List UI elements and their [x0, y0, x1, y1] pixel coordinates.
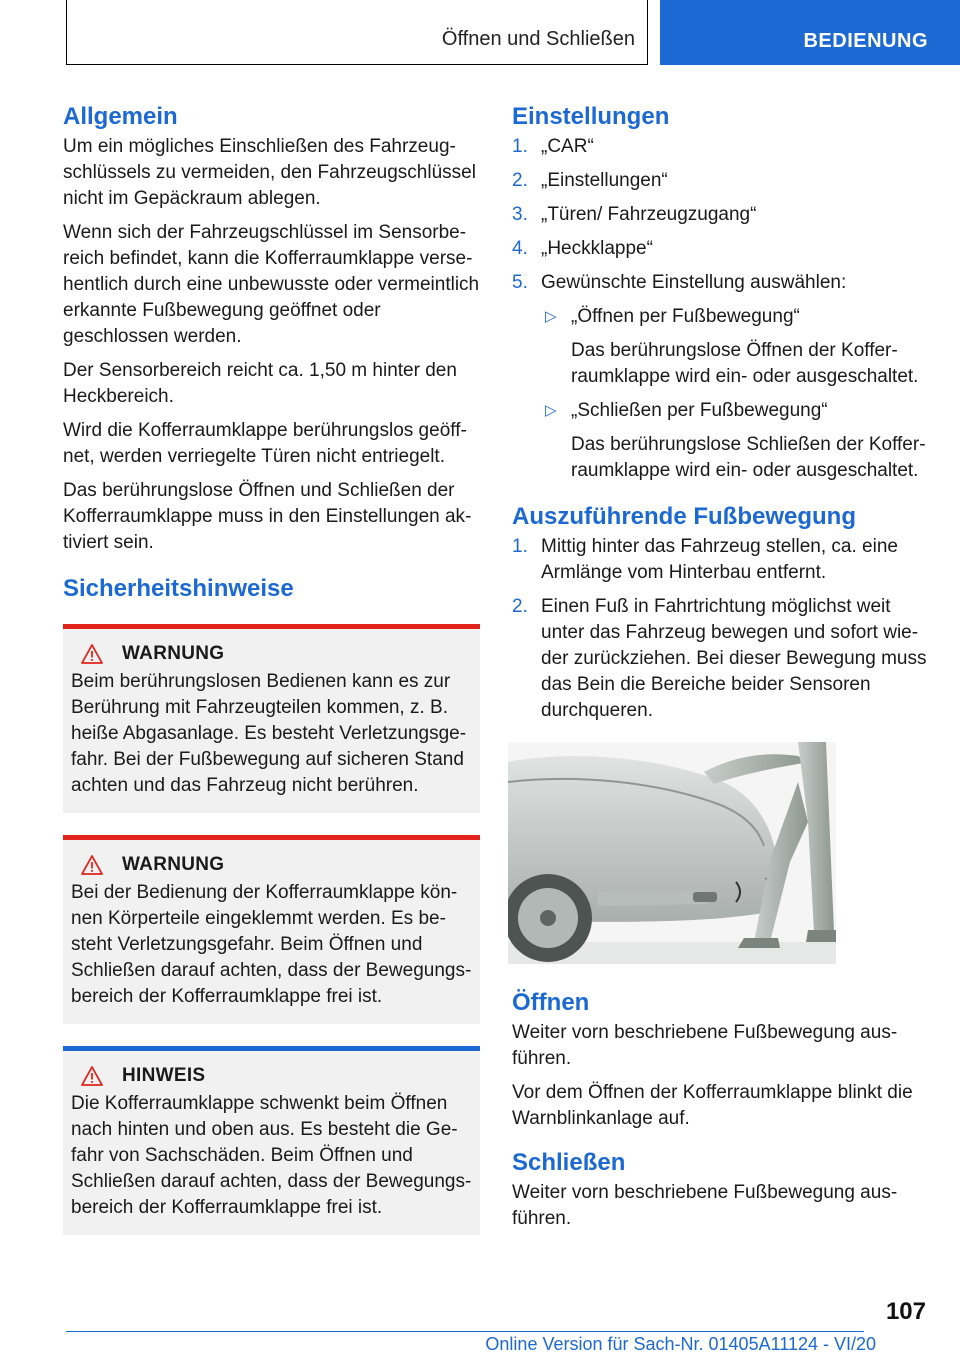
option-label: „Schließen per Fußbewegung“ — [571, 400, 828, 421]
warning-text: Bei der Bedienung der Kofferraumklappe können Körperteile eingeklemmt werden. Es besteht Verletzungsgefahr. Beim Öffnen und Schließen darauf achten, dass der Bewegungsbereich der Kofferraumklappe frei ist. — [71, 882, 472, 1007]
settings-steps — [512, 134, 932, 484]
settings-options — [541, 304, 932, 484]
notice-title-row — [71, 1065, 472, 1087]
triangle-right-icon: ▷ — [545, 308, 557, 325]
option-description: Das berührungslose Schließen der Kofferraumklappe wird ein- oder ausgeschaltet. — [571, 434, 926, 481]
option-item — [541, 304, 932, 390]
paragraph: Der Sensorbereich reicht ca. 1,50 m hinter den Heckbereich. — [63, 360, 457, 407]
list-item: 1. „CAR“ — [512, 136, 594, 157]
paragraph: Wenn sich der Fahrzeugschlüssel im Sensorbereich befindet, kann die Kofferraumklappe versehentlich durch eine unbewusste oder vermeintlich erkannte Fußbewegung geöffnet oder geschlossen werden. — [63, 222, 480, 347]
settings-heading: Einstellungen — [512, 103, 670, 130]
warning-title-row — [71, 643, 472, 665]
right-column — [512, 100, 932, 1240]
header-section-box — [66, 0, 648, 65]
close-heading: Schließen — [512, 1149, 626, 1176]
open-heading: Öffnen — [512, 989, 590, 1016]
foot-movement-heading: Auszuführende Fußbewegung — [512, 503, 856, 530]
allgemein-heading: Allgemein — [63, 103, 178, 130]
notice-text: Die Kofferraumklappe schwenkt beim Öffnen nach hinten und oben aus. Es besteht die Gefahr von Sachschäden. Beim Öffnen und Schließen darauf achten, dass der Bewegungsbereich der Kofferraumklappe frei ist. — [71, 1093, 472, 1218]
left-column — [63, 100, 480, 1249]
paragraph: Weiter vorn beschriebene Fußbewegung ausführen. — [512, 1022, 898, 1069]
paragraph: Um ein mögliches Einschließen des Fahrzeugschlüssels zu vermeiden, den Fahrzeugschlüssel nicht im Gepäckraum ablegen. — [63, 136, 476, 209]
warning-label: WARNUNG — [122, 643, 225, 664]
paragraph: Vor dem Öffnen der Kofferraumklappe blinkt die Warnblinkanlage auf. — [512, 1082, 913, 1129]
footer-online-version: Online Version für Sach-Nr. 01405A11124 - VI/20 — [485, 1334, 876, 1354]
list-item: 5. Gewünschte Einstellung auswählen: ▷ „Öffnen per Fußbewegung“ Das berührungslose Öffnen der Kofferraumklappe wird ein- oder ausgeschaltet. ▷ „Schließen per Fußbewegung“ Das berührungslose Schließen der Kofferraumklappe wird ein- oder ausgeschaltet. — [512, 270, 932, 484]
header-tab-label: BEDIENUNG — [803, 30, 928, 52]
safety-heading: Sicherheitshinweise — [63, 575, 294, 602]
paragraph: Wird die Kofferraumklappe berührungslos geöffnet, werden verriegelte Türen nicht entriegelt. — [63, 420, 467, 467]
notice-box — [63, 1046, 480, 1235]
list-item: 2. „Einstellungen“ — [512, 170, 668, 191]
warning-text: Beim berührungslosen Bedienen kann es zur Berührung mit Fahrzeugteilen kommen, z. B. heiße Abgasanlage. Es besteht Verletzungsgefahr. Bei der Fußbewegung auf sicheren Stand achten und das Fahrzeug nicht berühren. — [71, 671, 467, 796]
triangle-right-icon: ▷ — [545, 402, 557, 419]
warning-triangle-icon — [81, 855, 103, 875]
foot-movement-illustration — [508, 742, 836, 964]
warning-title-row — [71, 854, 472, 876]
paragraph: Weiter vorn beschriebene Fußbewegung ausführen. — [512, 1182, 898, 1229]
warning-box — [63, 624, 480, 813]
warning-triangle-icon — [81, 644, 103, 664]
list-item: 4. „Heckklappe“ — [512, 238, 653, 259]
header-tab-box — [660, 0, 960, 65]
option-item — [541, 398, 932, 484]
notice-label: HINWEIS — [122, 1065, 206, 1086]
list-item: 1. Mittig hinter das Fahrzeug stellen, ca. eine Armlänge vom Hinterbau entfernt. — [512, 536, 898, 583]
header-section-title: Öffnen und Schließen — [441, 28, 635, 50]
option-label: „Öffnen per Fußbewegung“ — [571, 306, 800, 327]
warning-label: WARNUNG — [122, 854, 225, 875]
list-item: 2. Einen Fuß in Fahrtrichtung möglichst weit unter das Fahrzeug bewegen und sofort wieder zurückziehen. Bei dieser Bewegung muss das Bein die Bereiche beider Sensoren durchqueren. — [512, 596, 927, 721]
page-number: 107 — [885, 1298, 926, 1325]
warning-triangle-icon — [81, 1066, 103, 1086]
footer-rule — [66, 1331, 864, 1332]
warning-box — [63, 835, 480, 1024]
list-item: 3. „Türen/ Fahrzeugzugang“ — [512, 204, 757, 225]
option-description: Das berührungslose Öffnen der Kofferraumklappe wird ein- oder ausgeschaltet. — [571, 340, 919, 387]
foot-steps — [512, 534, 932, 724]
paragraph: Das berührungslose Öffnen und Schließen der Kofferraumklappe muss in den Einstellungen aktiviert sein. — [63, 480, 472, 553]
